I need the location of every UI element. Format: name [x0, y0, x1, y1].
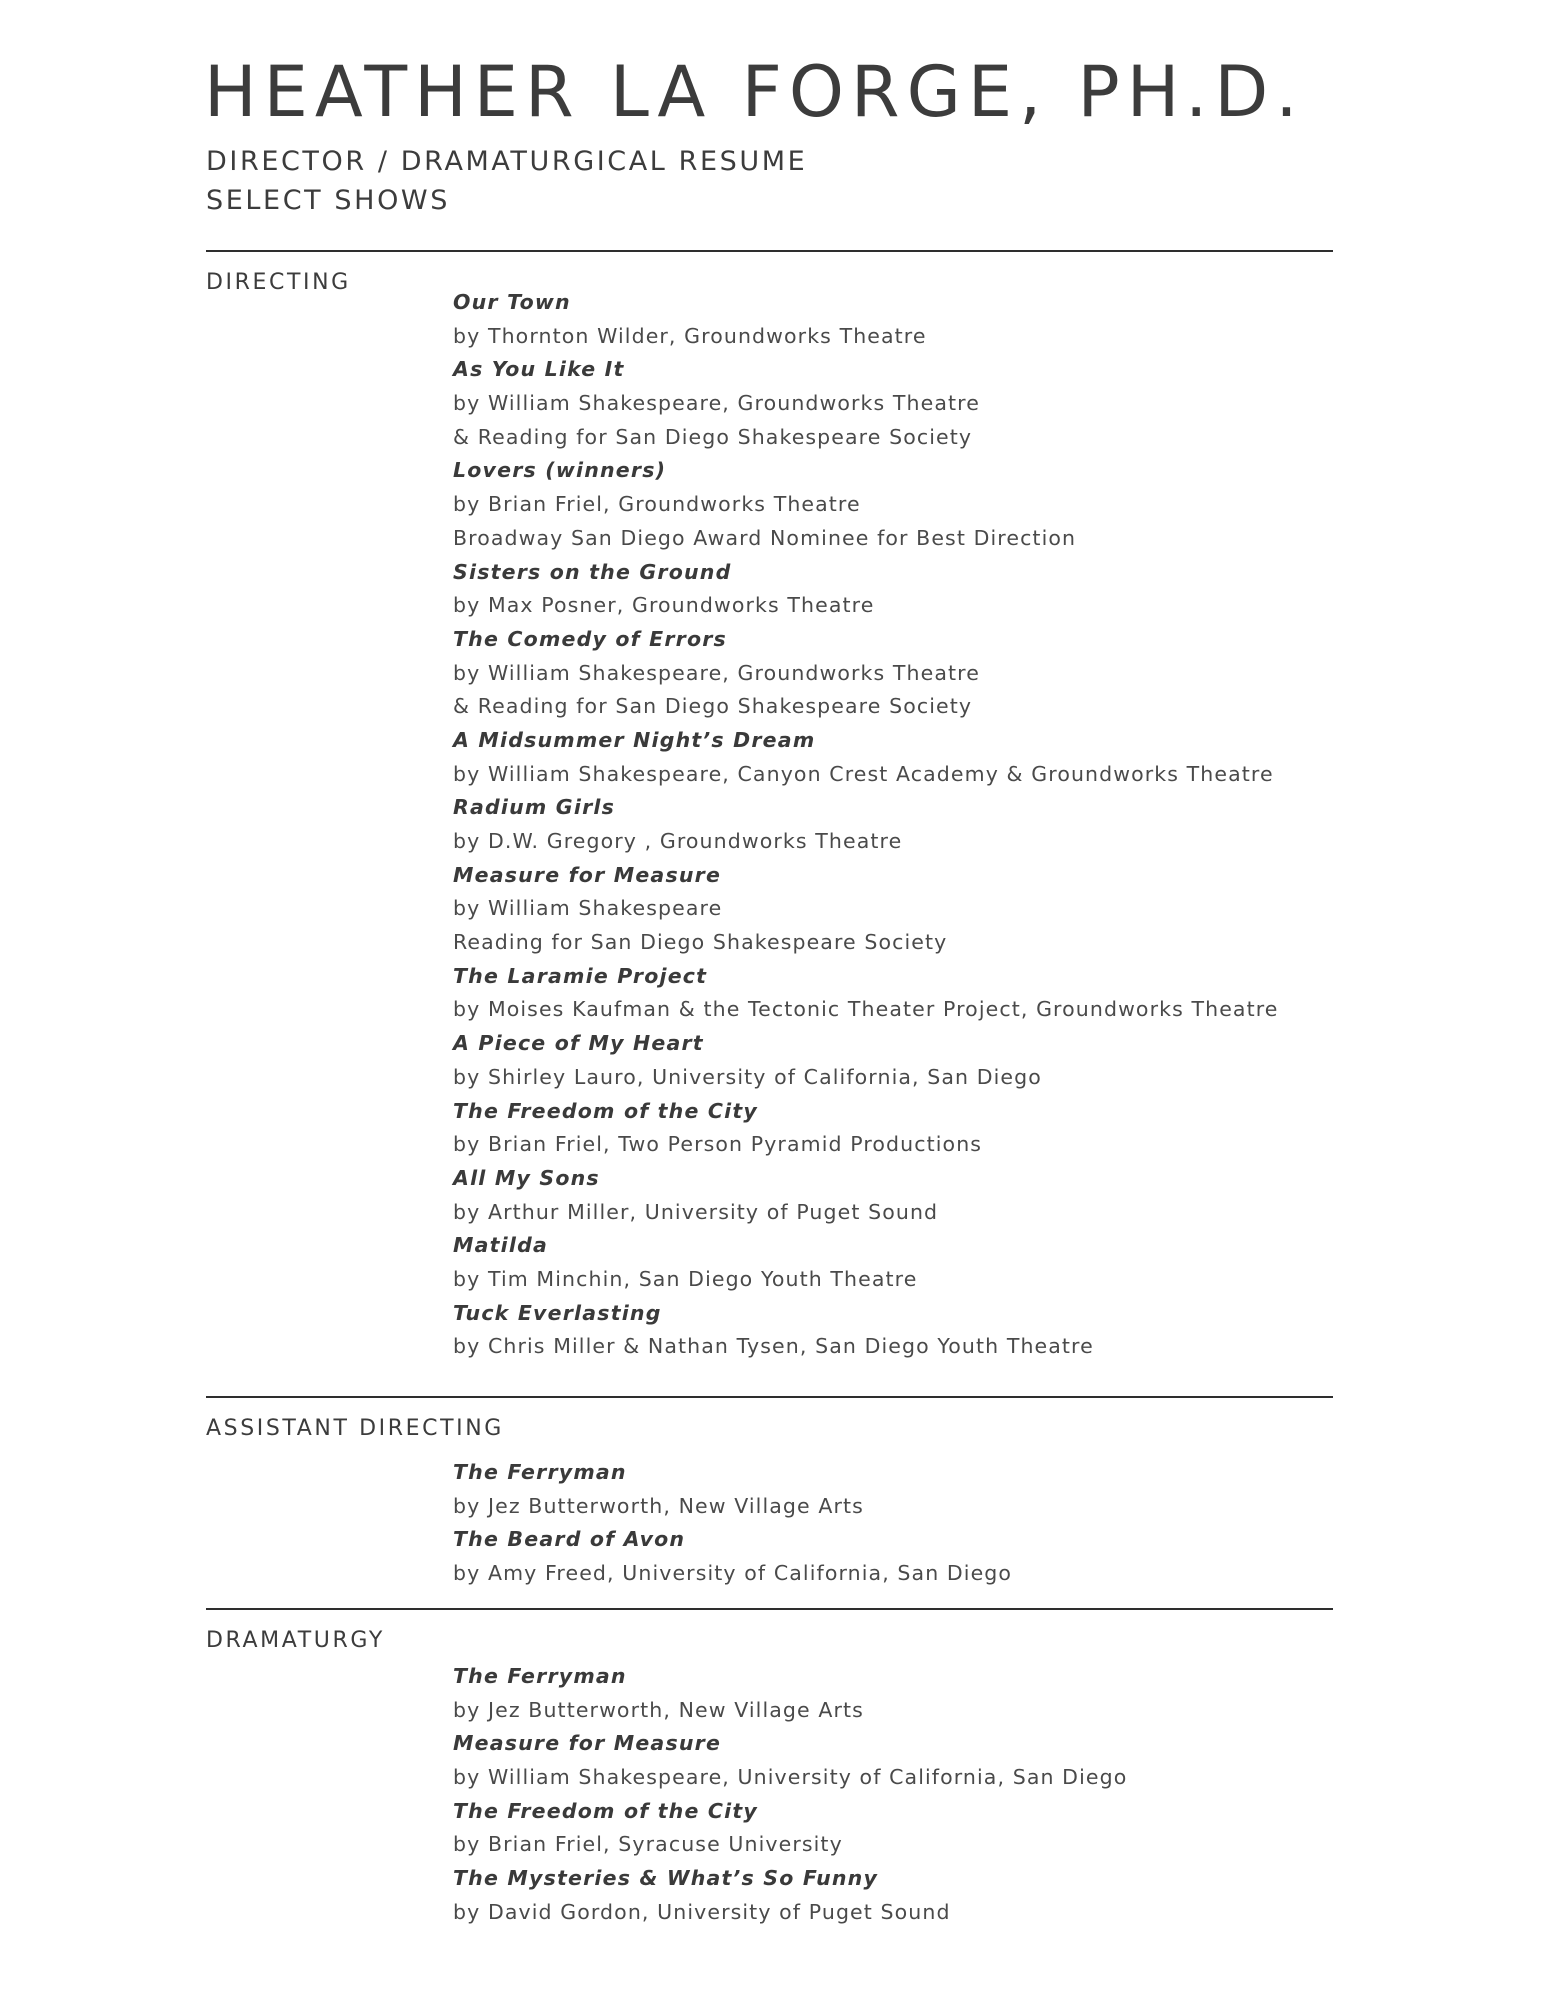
section-assistant-directing: [453, 1456, 1333, 1591]
entry-title: All My Sons: [453, 1165, 600, 1190]
entry-detail: by D.W. Gregory , Groundworks Theatre: [453, 829, 903, 853]
entry-title: Our Town: [453, 290, 571, 314]
entry-title: The Freedom of the City: [453, 1098, 758, 1123]
entry-detail: by Jez Butterworth, New Village Arts: [453, 1697, 864, 1722]
entry-all-my-sons: [453, 1162, 1333, 1229]
entry-lovers: [453, 454, 1333, 555]
entry-title: Sisters on the Ground: [453, 559, 732, 584]
entry-the-ferryman: [453, 1456, 1333, 1523]
resume-subtitle-select-shows: SELECT SHOWS: [206, 185, 450, 216]
entry-freedom-of-the-city: [453, 1095, 1333, 1162]
entry-title: The Ferryman: [453, 1460, 627, 1484]
entry-title: Tuck Everlasting: [453, 1300, 662, 1325]
entry-detail: by Shirley Lauro, University of California, San Diego: [453, 1064, 1042, 1089]
resume-name: HEATHER LA FORGE, PH.D.: [204, 51, 1305, 133]
entry-detail: Broadway San Diego Award Nominee for Best Direction: [453, 525, 1077, 550]
entry-title: The Comedy of Errors: [453, 626, 727, 651]
entry-beard-of-avon: [453, 1523, 1333, 1590]
entry-detail: by William Shakespeare, Groundworks Theatre: [453, 660, 980, 685]
entry-tuck-everlasting: [453, 1297, 1333, 1364]
entry-piece-of-my-heart: [453, 1027, 1333, 1094]
entry-mysteries-whats-so-funny: [453, 1862, 1333, 1929]
entry-title: The Laramie Project: [453, 963, 708, 988]
entry-title: A Piece of My Heart: [453, 1031, 704, 1056]
entry-measure-for-measure: [453, 1727, 1333, 1794]
entry-detail: & Reading for San Diego Shakespeare Society: [453, 424, 973, 449]
entry-measure-for-measure: [453, 859, 1333, 960]
section-dramaturgy: [453, 1660, 1333, 1930]
entry-detail: by Tim Minchin, San Diego Youth Theatre: [453, 1266, 918, 1291]
divider-assistant-directing: [206, 1396, 1333, 1398]
section-label-dramaturgy: DRAMATURGY: [206, 1628, 385, 1653]
entry-detail: by Brian Friel, Syracuse University: [453, 1832, 843, 1857]
resume-subtitle: DIRECTOR / DRAMATURGICAL RESUME: [206, 146, 808, 177]
entry-title: A Midsummer Night’s Dream: [453, 727, 816, 752]
entry-detail: by William Shakespeare: [453, 896, 723, 921]
entry-as-you-like-it: [453, 353, 1333, 454]
entry-title: The Freedom of the City: [453, 1798, 758, 1823]
entry-detail: by Chris Miller & Nathan Tysen, San Diego Youth Theatre: [453, 1334, 1094, 1359]
entry-title: Lovers (winners): [453, 458, 667, 483]
entry-title: Matilda: [453, 1233, 548, 1258]
entry-detail: by Moises Kaufman & the Tectonic Theater Project, Groundworks Theatre: [453, 997, 1279, 1022]
divider-directing: [206, 250, 1333, 252]
entry-detail: by Brian Friel, Two Person Pyramid Productions: [453, 1132, 983, 1157]
entry-detail: & Reading for San Diego Shakespeare Society: [453, 694, 973, 719]
entry-detail: by William Shakespeare, Groundworks Theatre: [453, 391, 980, 416]
entry-midsummer-nights-dream: [453, 724, 1333, 791]
entry-matilda: [453, 1229, 1333, 1296]
entry-title: Radium Girls: [453, 795, 616, 820]
entry-comedy-of-errors: [453, 623, 1333, 724]
entry-detail: by Thornton Wilder, Groundworks Theatre: [453, 323, 927, 348]
entry-radium-girls: [453, 791, 1333, 858]
entry-our-town: [453, 286, 1333, 353]
entry-detail: by William Shakespeare, Canyon Crest Academy & Groundworks Theatre: [453, 761, 1274, 786]
entry-detail: by Arthur Miller, University of Puget Sound: [453, 1199, 939, 1224]
entry-title: The Beard of Avon: [453, 1527, 686, 1552]
entry-sisters-on-the-ground: [453, 556, 1333, 623]
entry-detail: Reading for San Diego Shakespeare Society: [453, 930, 948, 955]
entry-detail: by David Gordon, University of Puget Sound: [453, 1899, 951, 1924]
entry-detail: by Amy Freed, University of California, San Diego: [453, 1561, 1013, 1586]
entry-the-ferryman: [453, 1660, 1333, 1727]
divider-dramaturgy: [206, 1608, 1333, 1610]
entry-detail: by Brian Friel, Groundworks Theatre: [453, 492, 861, 517]
entry-title: The Ferryman: [453, 1664, 627, 1688]
entry-title: Measure for Measure: [453, 1731, 722, 1756]
section-label-assistant-directing: ASSISTANT DIRECTING: [206, 1416, 504, 1441]
entry-title: As You Like It: [453, 357, 625, 382]
entry-freedom-of-the-city: [453, 1795, 1333, 1862]
entry-detail: by William Shakespeare, University of California, San Diego: [453, 1765, 1128, 1790]
entry-detail: by Jez Butterworth, New Village Arts: [453, 1493, 864, 1518]
entry-title: Measure for Measure: [453, 862, 722, 887]
entry-detail: by Max Posner, Groundworks Theatre: [453, 593, 875, 618]
section-label-directing: DIRECTING: [206, 270, 351, 295]
entry-title: The Mysteries & What’s So Funny: [453, 1866, 879, 1891]
entry-laramie-project: [453, 960, 1333, 1027]
section-directing: [453, 286, 1333, 1364]
